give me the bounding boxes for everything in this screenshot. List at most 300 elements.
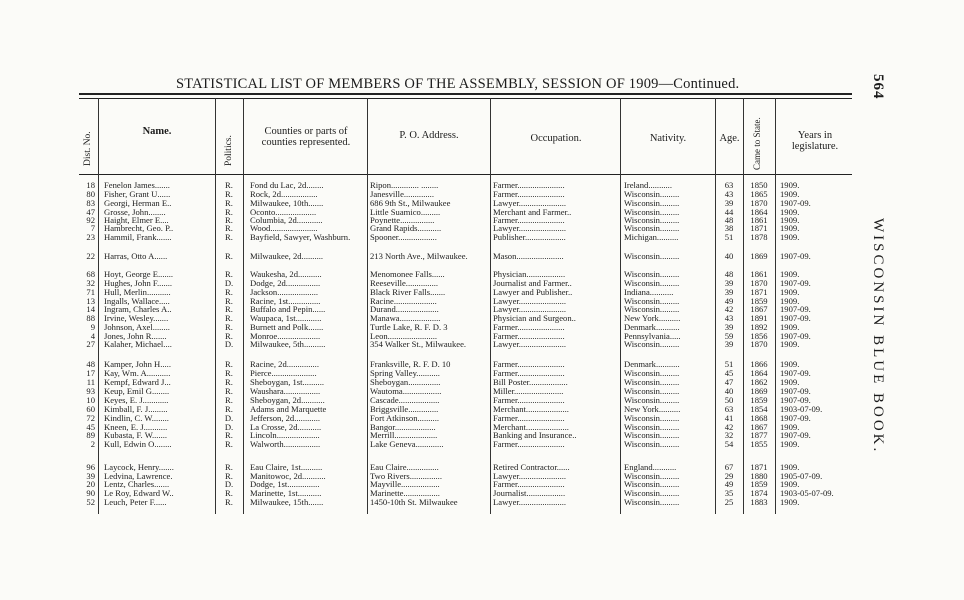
table-row	[0, 340, 964, 349]
cell-age: 43	[724, 190, 734, 199]
cell-dist: 10	[86, 396, 95, 405]
cell-name: Fenelon James.......	[104, 181, 170, 190]
cell-came: 1878	[750, 233, 768, 242]
cell-po: 686 9th St., Milwaukee	[370, 199, 451, 208]
cell-yrs: 1909.	[780, 340, 800, 349]
cell-occ: Physician and Surgeon..	[493, 314, 576, 323]
cell-nat: Wisconsin.........	[624, 387, 680, 396]
cell-age: 59	[724, 332, 734, 341]
cell-pol: R.	[225, 440, 233, 449]
cell-name: Kneen, E. J...........	[104, 423, 168, 432]
cell-age: 40	[724, 387, 734, 396]
header-counties: Counties or parts of counties represented.	[261, 126, 351, 148]
cell-yrs: 1907-09.	[780, 387, 811, 396]
table-row	[0, 387, 964, 396]
table-row	[0, 378, 964, 387]
cell-occ: Lawyer......................	[493, 340, 567, 349]
cell-po: Bangor...................	[370, 423, 436, 432]
cell-nat: Wisconsin.........	[624, 498, 680, 507]
cell-occ: Mason......................	[493, 252, 564, 261]
cell-pol: D.	[224, 414, 234, 423]
cell-po: Eau Claire...............	[370, 463, 439, 472]
cell-came: 1861	[750, 216, 768, 225]
cell-nat: New York..........	[624, 405, 681, 414]
header-nativity: Nativity.	[649, 133, 687, 144]
cell-nat: Wisconsin.........	[624, 224, 680, 233]
cell-name: Jones, John R.......	[104, 332, 167, 341]
cell-county: Dodge, 2d................	[250, 279, 321, 288]
table-row	[0, 270, 964, 279]
cell-occ: Bill Poster..................	[493, 378, 568, 387]
cell-yrs: 1909.	[780, 270, 800, 279]
cell-age: 51	[724, 360, 734, 369]
cell-came: 1874	[750, 489, 768, 498]
cell-county: Manitowoc, 2d...........	[250, 472, 326, 481]
cell-nat: Pennsylvania.....	[624, 332, 681, 341]
cell-yrs: 1909.	[780, 423, 800, 432]
cell-dist: 92	[86, 216, 95, 225]
cell-nat: Wisconsin.........	[624, 414, 680, 423]
header-dist-no: Dist. No.	[83, 131, 93, 166]
header-rule	[79, 174, 852, 175]
cell-dist: 93	[86, 387, 95, 396]
cell-name: Irvine, Wesley.......	[104, 314, 169, 323]
cell-age: 25	[724, 498, 734, 507]
cell-yrs: 1907-09.	[780, 314, 811, 323]
cell-nat: Wisconsin.........	[624, 305, 680, 314]
cell-po: 354 Walker St., Milwaukee.	[370, 340, 467, 349]
cell-pol: R.	[225, 314, 233, 323]
cell-dist: 39	[86, 472, 95, 481]
cell-name: Laycock, Henry.......	[104, 463, 174, 472]
cell-name: Ingram, Charles A..	[104, 305, 172, 314]
cell-name: Hambrecht, Geo. P..	[104, 224, 174, 233]
cell-age: 63	[724, 181, 734, 190]
cell-pol: R.	[225, 216, 233, 225]
cell-pol: D.	[224, 340, 234, 349]
cell-occ: Lawyer......................	[493, 199, 567, 208]
cell-age: 39	[724, 340, 734, 349]
cell-nat: Wisconsin.........	[624, 440, 680, 449]
cell-age: 40	[724, 252, 734, 261]
cell-name: Kamper, John H.....	[104, 360, 171, 369]
cell-dist: 48	[86, 360, 95, 369]
cell-dist: 60	[86, 405, 95, 414]
cell-occ: Banking and Insurance..	[493, 431, 577, 440]
cell-po: Spooner..................	[370, 233, 437, 242]
cell-occ: Lawyer......................	[493, 472, 567, 481]
table-row	[0, 414, 964, 423]
cell-yrs: 1909.	[780, 463, 800, 472]
cell-dist: 83	[86, 199, 95, 208]
cell-name: Haight, Elmer E....	[104, 216, 169, 225]
cell-dist: 9	[90, 323, 95, 332]
cell-came: 1867	[750, 305, 768, 314]
cell-pol: R.	[225, 233, 233, 242]
cell-came: 1850	[750, 181, 768, 190]
cell-age: 42	[724, 423, 734, 432]
cell-yrs: 1907-09.	[780, 199, 811, 208]
cell-came: 1883	[750, 498, 768, 507]
cell-yrs: 1909.	[780, 208, 800, 217]
cell-dist: 80	[86, 190, 95, 199]
cell-age: 48	[724, 270, 734, 279]
cell-came: 1869	[750, 252, 768, 261]
top-rule-thin	[79, 98, 852, 99]
cell-pol: D.	[224, 480, 234, 489]
cell-occ: Lawyer......................	[493, 498, 567, 507]
cell-nat: Wisconsin.........	[624, 396, 680, 405]
cell-came: 1870	[750, 279, 768, 288]
cell-age: 39	[724, 288, 734, 297]
cell-pol: R.	[225, 498, 233, 507]
cell-age: 43	[724, 314, 734, 323]
cell-name: Keyes, E. J............	[104, 396, 169, 405]
cell-yrs: 1909.	[780, 288, 800, 297]
cell-yrs: 1909.	[780, 216, 800, 225]
cell-county: Sheboygan, 1st..........	[250, 378, 324, 387]
cell-pol: R.	[225, 252, 233, 261]
cell-dist: 27	[86, 340, 95, 349]
table-row	[0, 360, 964, 369]
cell-name: Keup, Emil G........	[104, 387, 170, 396]
cell-came: 1859	[750, 480, 768, 489]
cell-came: 1871	[750, 224, 768, 233]
cell-came: 1869	[750, 387, 768, 396]
table-row	[0, 396, 964, 405]
cell-county: Rock, 2d.................	[250, 190, 318, 199]
cell-occ: Farmer......................	[493, 360, 565, 369]
header-years-in-legislature: Years in legislature.	[791, 130, 839, 152]
table-row	[0, 405, 964, 414]
cell-name: Kempf, Edward J...	[104, 378, 171, 387]
table-row	[0, 181, 964, 190]
cell-age: 54	[724, 440, 734, 449]
cell-po: Manawa...................	[370, 314, 441, 323]
cell-occ: Farmer......................	[493, 332, 565, 341]
cell-nat: Wisconsin.........	[624, 340, 680, 349]
cell-nat: Wisconsin.........	[624, 270, 680, 279]
cell-came: 1855	[750, 440, 768, 449]
cell-occ: Farmer......................	[493, 323, 565, 332]
cell-came: 1880	[750, 472, 768, 481]
cell-came: 1867	[750, 423, 768, 432]
table-row	[0, 279, 964, 288]
header-age: Age.	[719, 133, 740, 144]
cell-county: Milwaukee, 10th.......	[250, 199, 324, 208]
cell-po: Leon.......................	[370, 332, 438, 341]
cell-yrs: 1907-09.	[780, 369, 811, 378]
cell-po: Grand Rapids...........	[370, 224, 442, 233]
cell-occ: Farmer......................	[493, 190, 565, 199]
cell-nat: Wisconsin.........	[624, 252, 680, 261]
cell-county: Monroe....................	[250, 332, 321, 341]
cell-po: Janesville..............	[370, 190, 434, 199]
cell-nat: Michigan..........	[624, 233, 679, 242]
header-came-to-state: Came to State.	[752, 117, 762, 170]
cell-yrs: 1909.	[780, 190, 800, 199]
cell-dist: 89	[86, 431, 95, 440]
cell-nat: Ireland...........	[624, 181, 672, 190]
cell-name: Hoyt, George E.......	[104, 270, 174, 279]
table-row	[0, 431, 964, 440]
cell-po: Durand....................	[370, 305, 439, 314]
cell-came: 1861	[750, 270, 768, 279]
cell-name: Ingalls, Wallace.....	[104, 297, 170, 306]
cell-yrs: 1909.	[780, 224, 800, 233]
cell-occ: Farmer......................	[493, 369, 565, 378]
cell-po: Poynette................	[370, 216, 435, 225]
table-row	[0, 199, 964, 208]
cell-nat: Wisconsin.........	[624, 216, 680, 225]
cell-age: 32	[724, 431, 734, 440]
cell-occ: Lawyer......................	[493, 224, 567, 233]
cell-came: 1871	[750, 288, 768, 297]
cell-came: 1868	[750, 414, 768, 423]
cell-pol: D.	[224, 279, 234, 288]
cell-came: 1854	[750, 405, 768, 414]
cell-name: Johnson, Axel........	[104, 323, 170, 332]
table-row	[0, 489, 964, 498]
cell-pol: D.	[224, 423, 234, 432]
cell-age: 35	[724, 489, 734, 498]
cell-nat: Wisconsin.........	[624, 489, 680, 498]
cell-county: Columbia, 2d............	[250, 216, 323, 225]
cell-occ: Farmer......................	[493, 181, 565, 190]
cell-name: Ledvina, Lawrence.	[104, 472, 173, 481]
cell-po: Briggsville..............	[370, 405, 439, 414]
cell-came: 1856	[750, 332, 768, 341]
cell-pol: R.	[225, 360, 233, 369]
cell-dist: 96	[86, 463, 95, 472]
header-name: Name.	[142, 126, 172, 137]
cell-yrs: 1909.	[780, 233, 800, 242]
cell-age: 38	[724, 224, 734, 233]
cell-pol: R.	[225, 387, 233, 396]
cell-nat: Wisconsin.........	[624, 297, 680, 306]
cell-county: Adams and Marquette	[250, 405, 327, 414]
cell-dist: 4	[90, 332, 95, 341]
cell-yrs: 1907-09.	[780, 252, 811, 261]
cell-came: 1864	[750, 369, 768, 378]
cell-county: Waupaca, 1st............	[250, 314, 322, 323]
cell-dist: 88	[86, 314, 95, 323]
cell-pol: R.	[225, 181, 233, 190]
cell-po: Franksville, R. F. D. 10	[370, 360, 451, 369]
cell-name: Kull, Edwin O........	[104, 440, 172, 449]
cell-county: Marinette, 1st...........	[250, 489, 322, 498]
cell-yrs: 1909.	[780, 480, 800, 489]
cell-pol: R.	[225, 332, 233, 341]
cell-yrs: 1909.	[780, 378, 800, 387]
cell-came: 1864	[750, 208, 768, 217]
cell-came: 1870	[750, 199, 768, 208]
cell-occ: Retired Contractor......	[493, 463, 570, 472]
cell-occ: Merchant....................	[493, 405, 569, 414]
cell-yrs: 1907-09.	[780, 396, 811, 405]
cell-dist: 52	[86, 498, 95, 507]
cell-county: Waukesha, 2d...........	[250, 270, 322, 279]
cell-dist: 7	[90, 224, 95, 233]
cell-age: 48	[724, 216, 734, 225]
cell-name: Leuch, Peter F......	[104, 498, 167, 507]
header-politics: Politics.	[224, 135, 234, 166]
cell-po: Spring Valley...........	[370, 369, 440, 378]
cell-pol: R.	[225, 224, 233, 233]
cell-occ: Farmer......................	[493, 414, 565, 423]
cell-yrs: 1907-09.	[780, 279, 811, 288]
cell-po: Merrill....................	[370, 431, 438, 440]
cell-yrs: 1905-07-09.	[780, 472, 823, 481]
page-title: STATISTICAL LIST OF MEMBERS OF THE ASSEMBLY, SESSION OF 1909—Continued.	[176, 76, 740, 92]
cell-yrs: 1907-09.	[780, 431, 811, 440]
cell-came: 1859	[750, 297, 768, 306]
cell-occ: Farmer......................	[493, 440, 565, 449]
cell-nat: Wisconsin.........	[624, 431, 680, 440]
cell-came: 1871	[750, 463, 768, 472]
cell-dist: 14	[86, 305, 95, 314]
cell-dist: 18	[86, 181, 95, 190]
cell-nat: Wisconsin.........	[624, 190, 680, 199]
cell-age: 51	[724, 233, 734, 242]
cell-nat: Denmark...........	[624, 360, 680, 369]
running-side-title: WISCONSIN BLUE BOOK.	[870, 218, 886, 455]
table-row	[0, 233, 964, 242]
cell-age: 42	[724, 305, 734, 314]
cell-occ: Farmer......................	[493, 216, 565, 225]
cell-came: 1866	[750, 360, 768, 369]
cell-county: Buffalo and Pepin......	[250, 305, 326, 314]
table-row	[0, 190, 964, 199]
cell-age: 39	[724, 199, 734, 208]
cell-po: Turtle Lake, R. F. D. 3	[370, 323, 448, 332]
cell-age: 47	[724, 378, 734, 387]
cell-pol: R.	[225, 199, 233, 208]
cell-dist: 20	[86, 480, 95, 489]
cell-nat: Wisconsin.........	[624, 472, 680, 481]
cell-po: Two Rivers...............	[370, 472, 442, 481]
cell-dist: 47	[86, 208, 95, 217]
table-row	[0, 252, 964, 261]
cell-yrs: 1907-09.	[780, 414, 811, 423]
cell-county: Jefferson, 2d............	[250, 414, 321, 423]
cell-name: Kay, Wm. A...........	[104, 369, 171, 378]
cell-yrs: 1909.	[780, 360, 800, 369]
cell-county: Milwaukee, 5th..........	[250, 340, 326, 349]
cell-occ: Lawyer......................	[493, 305, 567, 314]
cell-dist: 68	[86, 270, 95, 279]
cell-name: Harras, Otto A......	[104, 252, 168, 261]
cell-county: Dodge, 1st...............	[250, 480, 320, 489]
cell-name: Hammil, Frank.......	[104, 233, 172, 242]
cell-yrs: 1909.	[780, 440, 800, 449]
cell-age: 50	[724, 396, 734, 405]
cell-occ: Lawyer and Publisher..	[493, 288, 573, 297]
cell-came: 1877	[750, 431, 768, 440]
cell-nat: Wisconsin.........	[624, 279, 680, 288]
cell-name: Kimball, F. J.........	[104, 405, 168, 414]
cell-dist: 22	[86, 252, 95, 261]
cell-occ: Merchant....................	[493, 423, 569, 432]
cell-dist: 2	[90, 440, 95, 449]
cell-county: Pierce.....................	[250, 369, 317, 378]
cell-name: Lentz, Charles.......	[104, 480, 170, 489]
cell-county: La Crosse, 2d...........	[250, 423, 322, 432]
cell-po: Cascade...................	[370, 396, 440, 405]
cell-dist: 90	[86, 489, 95, 498]
cell-dist: 17	[86, 369, 95, 378]
cell-po: Wautoma..................	[370, 387, 442, 396]
cell-came: 1859	[750, 396, 768, 405]
cell-pol: R.	[225, 431, 233, 440]
cell-nat: England...........	[624, 463, 677, 472]
cell-age: 67	[724, 463, 734, 472]
cell-po: Sheboygan...............	[370, 378, 441, 387]
cell-occ: Merchant and Farmer..	[493, 208, 572, 217]
cell-pol: R.	[225, 323, 233, 332]
table-row	[0, 288, 964, 297]
cell-county: Jackson...................	[250, 288, 319, 297]
cell-pol: R.	[225, 208, 233, 217]
cell-age: 29	[724, 472, 734, 481]
cell-came: 1865	[750, 190, 768, 199]
cell-po: 213 North Ave., Milwaukee.	[370, 252, 468, 261]
cell-nat: Wisconsin.........	[624, 199, 680, 208]
cell-age: 49	[724, 480, 734, 489]
cell-name: Hull, Merlin...........	[104, 288, 171, 297]
cell-yrs: 1903-05-07-09.	[780, 489, 834, 498]
cell-county: Racine, 2d...............	[250, 360, 319, 369]
cell-county: Oconto...................	[250, 208, 317, 217]
cell-nat: Wisconsin.........	[624, 208, 680, 217]
cell-nat: Wisconsin.........	[624, 423, 680, 432]
cell-name: Kindlin, C. W........	[104, 414, 169, 423]
cell-county: Walworth.................	[250, 440, 321, 449]
cell-po: Reeseville...............	[370, 279, 439, 288]
cell-dist: 32	[86, 279, 95, 288]
cell-name: Hughes, John F.......	[104, 279, 173, 288]
cell-dist: 71	[86, 288, 95, 297]
cell-county: Racine, 1st...............	[250, 297, 321, 306]
cell-po: Lake Geneva.............	[370, 440, 444, 449]
cell-county: Waushara.................	[250, 387, 321, 396]
cell-dist: 13	[86, 297, 95, 306]
cell-came: 1892	[750, 323, 768, 332]
cell-occ: Publisher...................	[493, 233, 566, 242]
cell-yrs: 1907-09.	[780, 305, 811, 314]
cell-po: Fort Atkinson..........	[370, 414, 439, 423]
cell-county: Bayfield, Sawyer, Washburn.	[250, 233, 351, 242]
cell-yrs: 1907-09.	[780, 332, 811, 341]
cell-county: Sheboygan, 2d...........	[250, 396, 325, 405]
top-rule	[79, 93, 852, 95]
cell-county: Wood......................	[250, 224, 318, 233]
cell-po: Racine....................	[370, 297, 437, 306]
cell-name: Georgi, Herman E..	[104, 199, 172, 208]
cell-dist: 72	[86, 414, 95, 423]
table-row	[0, 369, 964, 378]
cell-nat: Wisconsin.........	[624, 480, 680, 489]
cell-pol: R.	[225, 405, 233, 414]
cell-occ: Lawyer......................	[493, 297, 567, 306]
cell-dist: 23	[86, 233, 95, 242]
cell-pol: R.	[225, 270, 233, 279]
cell-occ: Miller.......................	[493, 387, 564, 396]
header-occupation: Occupation.	[530, 133, 582, 144]
cell-age: 39	[724, 323, 734, 332]
cell-age: 63	[724, 405, 734, 414]
cell-pol: R.	[225, 396, 233, 405]
